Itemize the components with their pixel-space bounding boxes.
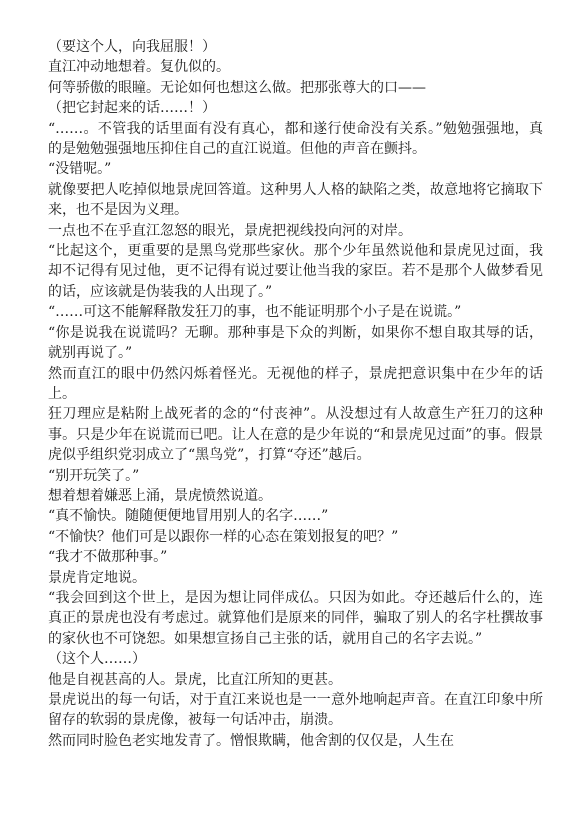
paragraph-14: “别开玩笑了。” [48, 467, 140, 484]
paragraph-22: 他是自视甚高的人。景虎，比直江所知的更甚。 [48, 671, 342, 688]
paragraph-12: 然而直江的眼中仍然闪烁着怪光。无视他的样子，景虎把意识集中在少年的话上。 [48, 365, 543, 402]
paragraph-1: （要这个人，向我屈服！） [48, 39, 216, 55]
paragraph-21: （这个人……） [48, 651, 146, 668]
paragraph-18: “我才不做那种事。” [48, 549, 168, 566]
paragraph-9: “比起这个，更重要的是黑鸟党那些家伙。那个少年虽然说他和景虎见过面，我却不记得有见过他，更不记得有说过要让他当我的家臣。若不是那个人做梦看见的话，应该就是伪装我的人出现了。” [48, 243, 543, 300]
paragraph-16: “真不愉快。随随便便地冒用别人的名字……” [48, 508, 329, 525]
paragraph-24: 然而同时脸色老实地发青了。憎恨欺瞒，他舍割的仅仅是，人生在 [48, 732, 454, 749]
paragraph-3: 何等骄傲的眼瞳。无论如何也想这么做。把那张尊大的口—— [48, 79, 426, 96]
paragraph-10: “……可这不能解释散发狂刀的事，也不能证明那个小子是在说谎。” [48, 304, 462, 321]
paragraph-5: “……。不管我的话里面有没有真心，都和遂行使命没有关系。”勉勉强强地，真的是勉勉强强地压抑住自己的直江说道。但他的声音在颤抖。 [48, 120, 543, 158]
paragraph-8: 一点也不在乎直江忽怒的眼光，景虎把视线投向河的对岸。 [48, 222, 412, 239]
paragraph-19: 景虎肯定地说。 [48, 569, 146, 586]
paragraph-7: 就像要把人吃掉似地景虎回答道。这种男人人格的缺陷之类，故意地将它摘取下来，也不是因为义理。 [48, 181, 543, 219]
paragraph-20: “我会回到这个世上，是因为想让同伴成仏。只因为如此。夺还越后什么的，连真正的景虎也没有考虑过。就算他们是原来的同伴，骗取了别人的名字杜撰故事的家伙也不可饶恕。如果想宣扬自己主张的话，就用自己的名字去说。” [48, 589, 543, 647]
paragraph-23: 景虎说出的每一句话，对于直江来说也是一一意外地响起声音。在直江印象中所留存的软弱的景虎像，被每一句话冲击，崩溃。 [48, 692, 543, 729]
paragraph-11: “你是说我在说谎吗？无聊。那种事是下众的判断，如果你不想自取其辱的话，就别再说了。” [48, 324, 543, 362]
paragraph-6: “没错呢。” [48, 161, 112, 178]
paragraph-15: 想着想着嫌恶上涌，景虎愤然说道。 [48, 487, 272, 504]
paragraph-17: “不愉快？他们可是以跟你一样的心态在策划报复的吧？” [48, 528, 399, 545]
paragraph-2: 直江冲动地想着。复仇似的。 [48, 59, 230, 76]
paragraph-13: 狂刀理应是粘附上战死者的念的“付丧神”。从没想过有人故意生产狂刀的这种事。只是少年在说谎而已吧。让人在意的是少年说的“和景虎见过面”的事。假景虎似乎组织党羽成立了“黑鸟党”，打算“夺还”越后。 [48, 406, 543, 464]
paragraph-4: （把它封起来的话……！） [48, 100, 216, 117]
